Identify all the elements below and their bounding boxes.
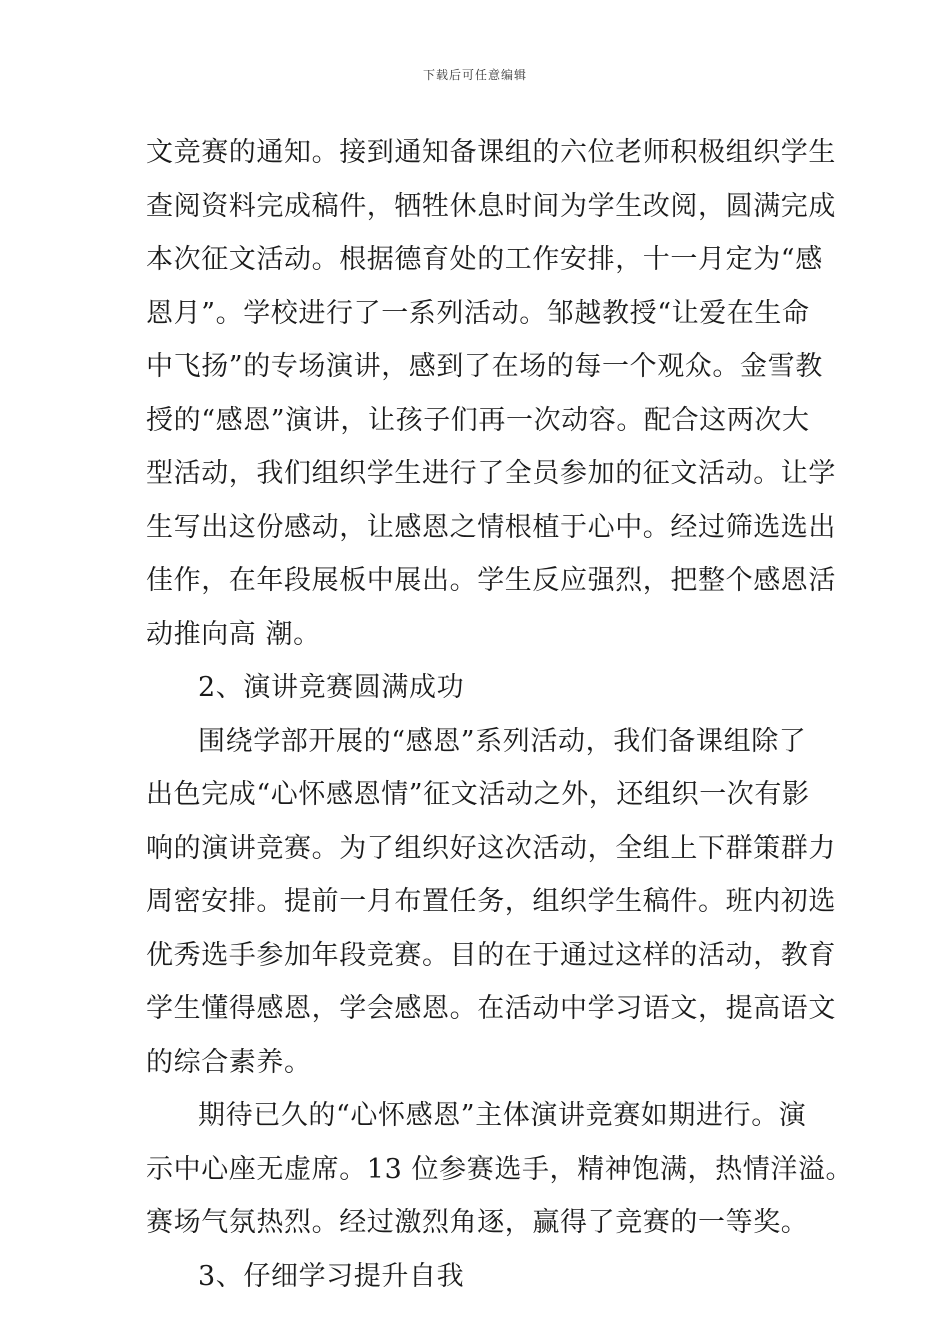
text-line: 赛场气氛热烈。经过激烈角逐，赢得了竞赛的一等奖。	[146, 1207, 809, 1238]
text-line: 期待已久的“心怀感恩”主体演讲竞赛如期进行。演	[198, 1100, 807, 1131]
text-line: 示中心座无虚席。13 位参赛选手，精神饱满，热情洋溢。	[146, 1153, 854, 1185]
text-line: 周密安排。提前一月布置任务，组织学生稿件。班内初选	[146, 886, 836, 917]
section-heading: 2、演讲竞赛圆满成功	[198, 672, 465, 703]
text-line: 围绕学部开展的“感恩”系列活动，我们备课组除了	[198, 725, 807, 757]
text-line: 学生懂得感恩，学会感恩。在活动中学习语文，提高语文	[146, 993, 836, 1024]
text-line: 佳作，在年段展板中展出。学生反应强烈，把整个感恩活	[146, 565, 836, 596]
section-heading: 3、仔细学习提升自我	[198, 1260, 465, 1292]
text-line: 动推向高 潮。	[146, 618, 321, 650]
text-line: 型活动，我们组织学生进行了全员参加的征文活动。让学	[146, 458, 836, 489]
document-body	[146, 126, 854, 1303]
text-line: 中飞扬”的专场演讲，感到了在场的每一个观众。金雪教	[146, 351, 823, 382]
text-line: 响的演讲竞赛。为了组织好这次活动，全组上下群策群力	[146, 832, 836, 864]
text-line: 查阅资料完成稿件，牺牲休息时间为学生改阅，圆满完成	[146, 190, 836, 222]
text-line: 文竞赛的通知。接到通知备课组的六位老师积极组织学生	[146, 137, 836, 168]
text-line: 优秀选手参加年段竞赛。目的在于通过这样的活动，教育	[146, 939, 836, 971]
text-line: 出色完成“心怀感恩情”征文活动之外，还组织一次有影	[146, 779, 810, 810]
text-line: 恩月”。学校进行了一系列活动。邹越教授“让爱在生命	[146, 297, 810, 329]
text-line: 生写出这份感动，让感恩之情根植于心中。经过筛选选出	[146, 511, 836, 543]
page-header: 下载后可任意编辑	[422, 68, 527, 82]
text-line: 的综合素养。	[146, 1046, 312, 1078]
text-line: 本次征文活动。根据德育处的工作安排，十一月定为“感	[146, 244, 823, 275]
text-line: 授的“感恩”演讲，让孩子们再一次动容。配合这两次大	[146, 404, 810, 436]
